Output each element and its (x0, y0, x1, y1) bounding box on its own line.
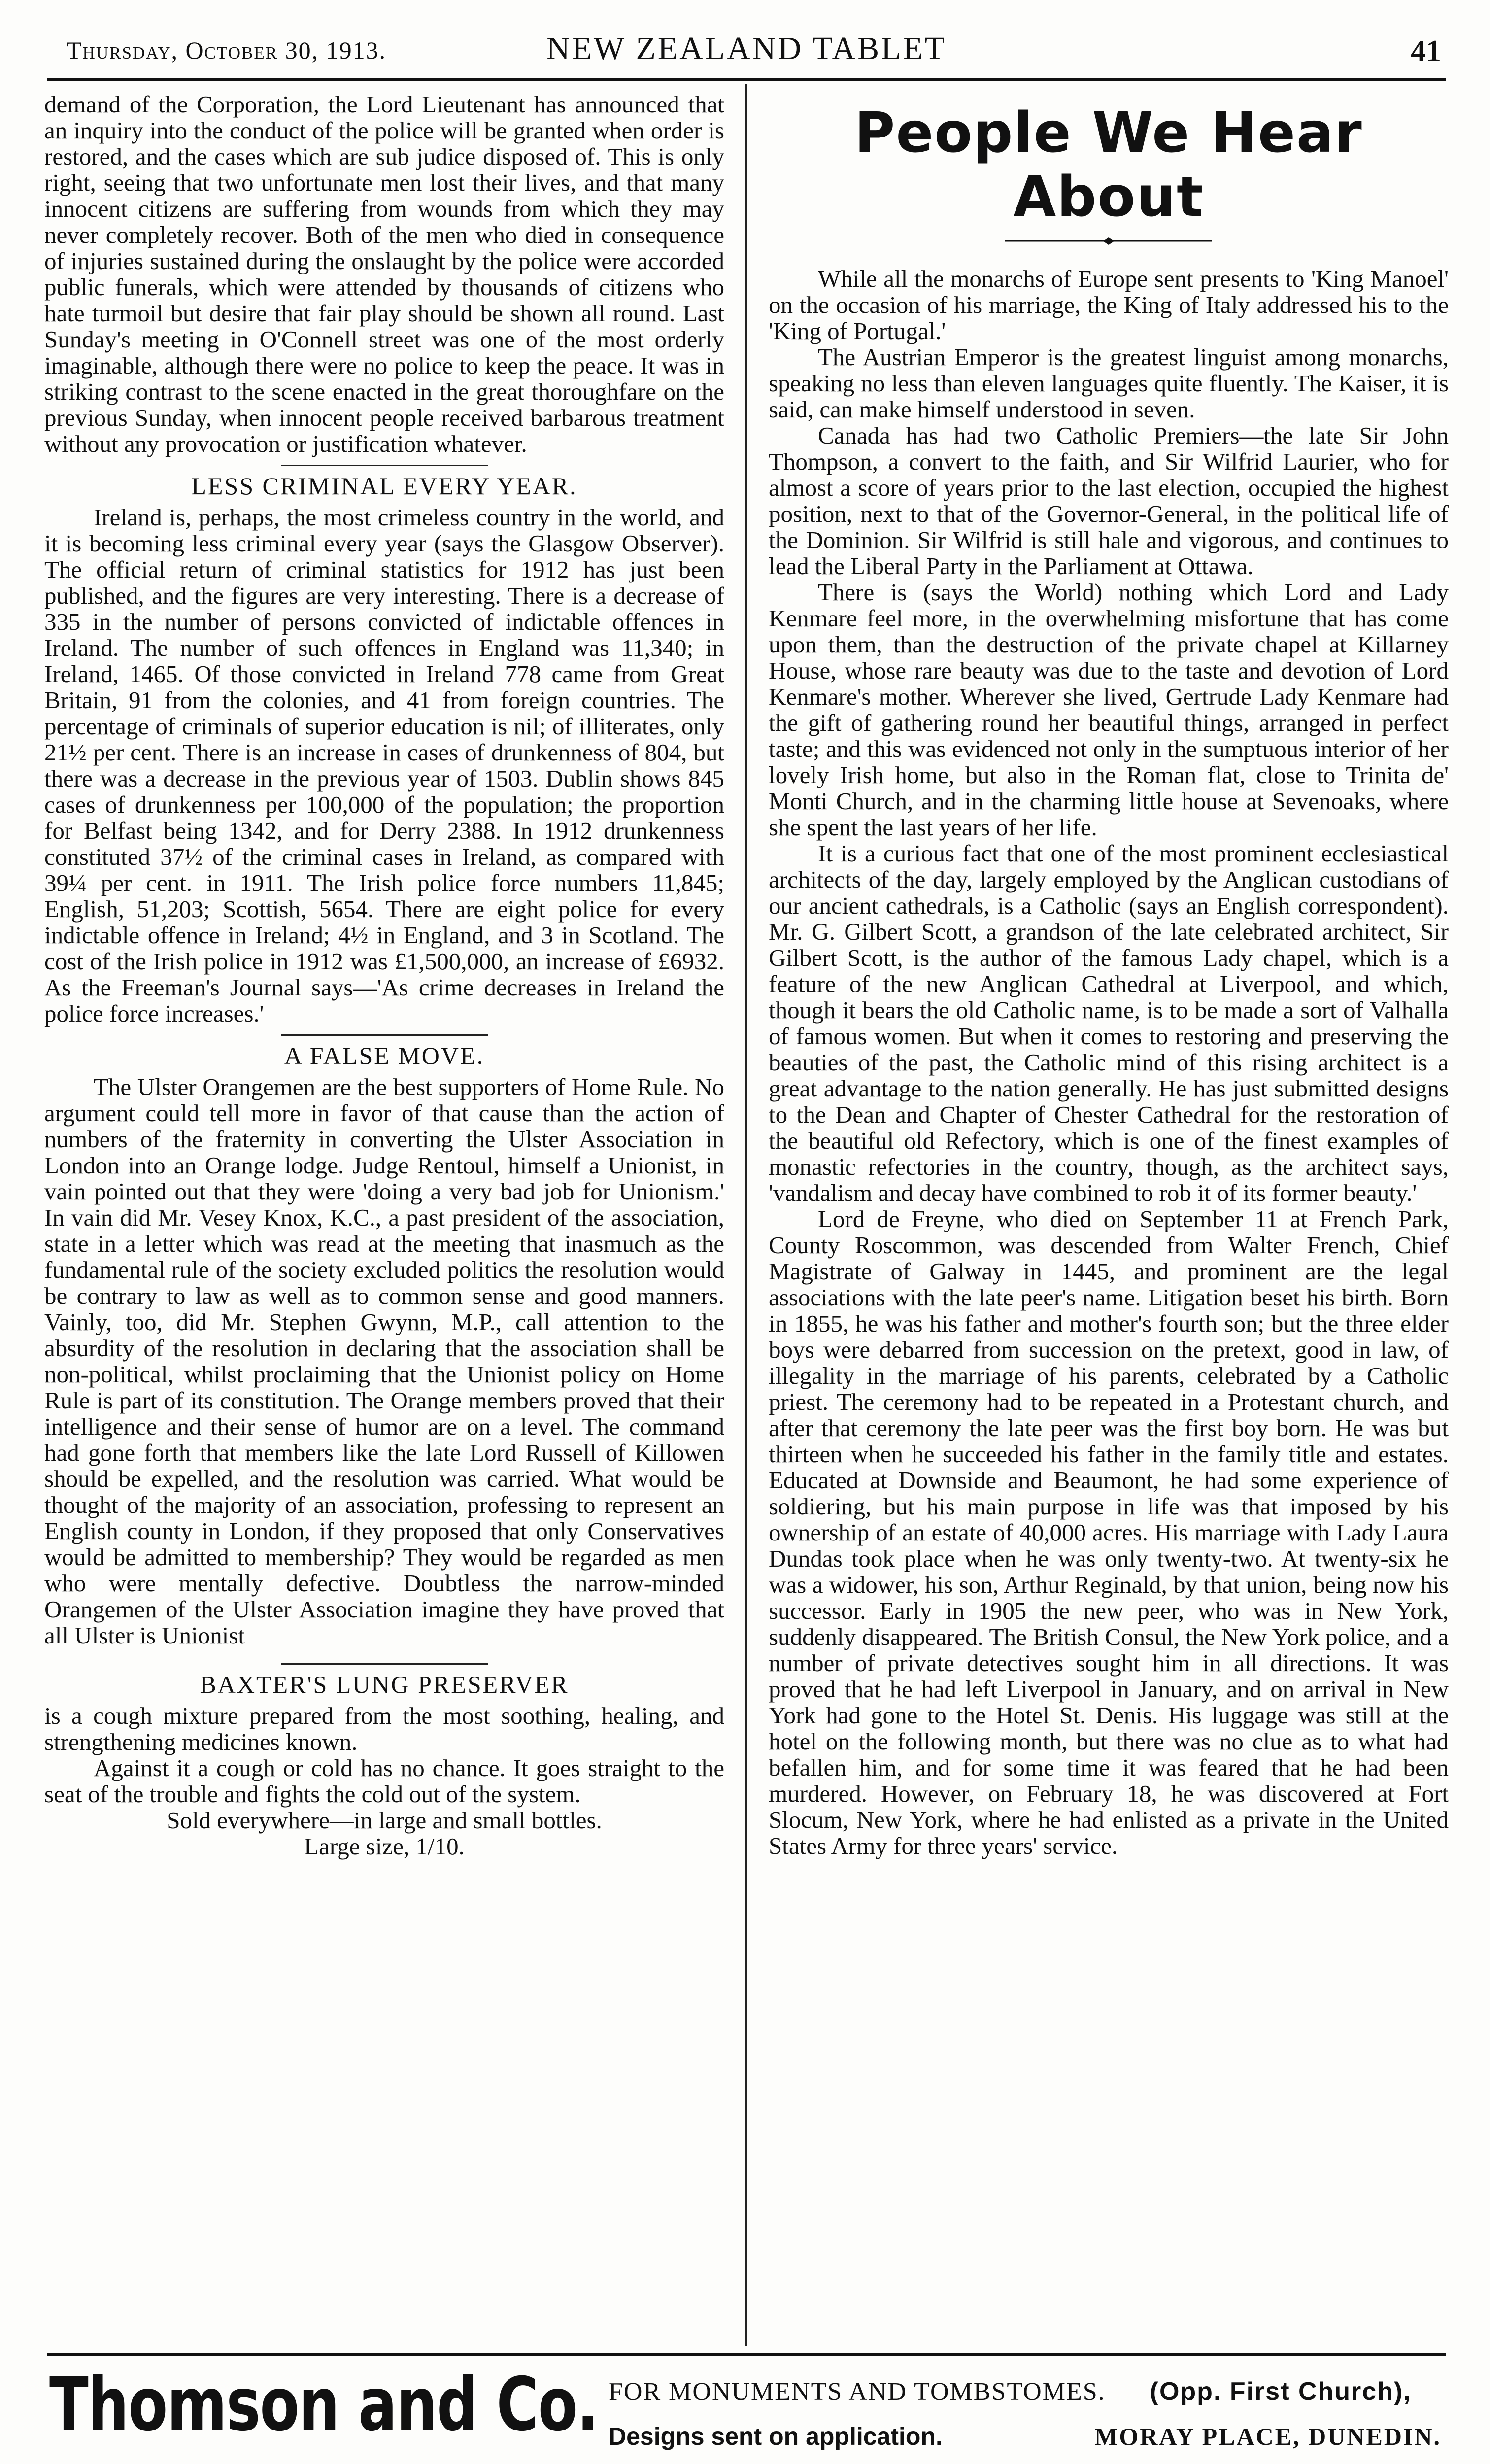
people-paragraph-5: It is a curious fact that one of the most prominent ecclesiastical architects of the day, largely employed by the Anglican custodians of our ancient cathedrals, is a Catholic (says an English correspondent). Mr. G. Gilbert Scott, a grandson of the late celebrated architect, Sir Gilbert Scott, is the author of the famous Lady chapel, which is a feature of the new Anglican Cathedral at Liverpool, and which, though it bears the old Catholic name, is to be made a sort of Valhalla of famous women. But when it comes to restoring and preserving the beauties of the past, the Catholic mind of this rising architect is a great advantage to the nation generally. He has just submitted designs to the Dean and Chapter of Chester Cathedral for the restoration of the beautiful old Refectory, which is one of the finest examples of monastic refectories in the country, though, as the architect says, 'vandalism and decay have combined to rob it of its former beauty.' (769, 840, 1449, 1206)
crime-paragraph: Ireland is, perhaps, the most crimeless country in the world, and it is becoming less criminal every year (says the Glasgow Observer). The official return of criminal statistics for 1912 has just been published, and the figures are very interesting. There is a decrease of 335 in the number of persons convicted of indictable offences in Ireland. The number of such offences in England was 11,340; in Ireland, 1465. Of those convicted in Ireland 778 came from Great Britain, 91 from the colonies, and 41 from foreign countries. The percentage of criminals of superior education is nil; of illiterates, only 21½ per cent. There is an increase in cases of drunkenness of 804, but there was a decrease in the previous year of 1503. Dublin shows 845 cases of drunkenness per 100,000 of the population; the proportion for Belfast being 1342, and for Derry 2388. In 1912 drunkenness constituted 37½ of the criminal cases in Ireland, as compared with 39¼ per cent. in 1911. The Irish police force numbers 11,845; English, 51,203; Scottish, 5654. There are eight police for every indictable offence in Ireland; 4½ in England, and 3 in Scotland. The cost of the Irish police in 1912 was £1,500,000, an increase of £6932. As the Freeman's Journal says—'As crime decreases in Ireland the police force increases.' (44, 504, 724, 1027)
section-heading-crime (44, 465, 724, 499)
footer-advert (47, 2358, 1446, 2464)
advert-line-1: is a cough mixture prepared from the most soothing, healing, and strengthening medicines known. (44, 1702, 724, 1755)
publication-title: NEW ZEALAND TABLET (546, 31, 947, 67)
masthead-rule (47, 78, 1446, 81)
section-heading-false-move-text: A FALSE MOVE. (284, 1042, 485, 1069)
intro-paragraph: demand of the Corporation, the Lord Lieutenant has announced that an inquiry into the conduct of the police will be granted when order is restored, and the cases which are sub judice disposed of. This is only right, seeing that two unfortunate men lost their lives, and that many innocent citizens are suffering from wounds from which they may never completely recover. Both of the men who died in consequence of injuries sustained during the onslaught by the police were accorded public funerals, which were attended by thousands of citizens who hate turmoil but desire that fair play should be shown all round. Last Sunday's meeting in O'Connell street was one of the most orderly imaginable, although there were no police to keep the peace. It was in striking contrast to the scene enacted in the great thoroughfare on the previous Sunday, when innocent people received barbarous treatment without any provocation or justification whatever. (44, 91, 724, 457)
advert-line-2: Against it a cough or cold has no chance. It goes straight to the seat of the trouble and fights the cold out of the system. (44, 1754, 724, 1808)
advert-line-4: Large size, 1/10. (304, 1833, 465, 1860)
footer-rule (47, 2353, 1446, 2356)
advert-heading-text: BAXTER'S LUNG PRESERVER (200, 1671, 569, 1698)
section-heading-false-move (44, 1034, 724, 1069)
section-rule (281, 1034, 488, 1036)
people-heading: People We Hear About (854, 101, 1363, 229)
false-move-paragraph: The Ulster Orangemen are the best supporters of Home Rule. No argument could tell more in favor of that cause than the action of numbers of the fraternity in converting the Ulster Association in London into an Orange lodge. Judge Rentoul, himself a Unionist, in vain pointed out that they were 'doing a very bad job for Unionism.' In vain did Mr. Vesey Knox, K.C., a past president of the association, state in a letter which was read at the meeting that inasmuch as the fundamental rule of the society excluded politics the resolution would be contrary to law as well as to common sense and good manners. Vainly, too, did Mr. Stephen Gwynn, M.P., call attention to the absurdity of the resolution in declaring that the association shall be non-political, whilst proclaiming that the Unionist policy on Home Rule is part of its constitution. The Orange members proved that their intelligence and their sense of humor are on a level. The command had gone forth that members like the late Lord Russell of Killowen should be expelled, and the resolution was carried. What would be thought of the majority of an association, professing to represent an English county in London, if they proposed that only Conservatives would be admitted to membership? They would be regarded as men who were mentally defective. Doubtless the narrow-minded Orangemen of the Ulster Association imagine they have proved that all Ulster is Unionist (44, 1073, 724, 1649)
people-paragraph-6: Lord de Freyne, who died on September 11 at French Park, County Roscommon, was descended from Walter French, Chief Magistrate of Galway in 1445, and prominent are the legal associations with the late peer's name. Litigation beset his birth. Born in 1855, he was his father and mother's fourth son; but the three elder boys were debarred from succession on the pretext, good in law, of illegality in the marriage of his parents, celebrated by a Catholic priest. The ceremony had to be repeated in a Protestant church, and after that ceremony the late peer was the first boy born. He was but thirteen when he succeeded his father in the family title and estates. Educated at Downside and Beaumont, he had some experience of soldiering, but his main purpose in life was that imposed by his ownership of an estate of 40,000 acres. His marriage with Lady Laura Dundas took place when he was only twenty-two. At twenty-six he was a widower, his son, Arthur Reginald, by that union, being now his successor. Early in 1905 the new peer, who was in New York, suddenly disappeared. The British Consul, the New York police, and a number of private detectives sought him in all directions. It was proved that he had left Liverpool in January, and on arrival in New York had gone to the Hotel St. Denis. His luggage was still at the hotel on the following month, but there was no clue as to what had befallen him, and for some time it was feared that he had been murdered. However, on February 18, he was discovered at Fort Slocum, New York, where he had enlisted as a private in the United States Army for three years' service. (769, 1205, 1449, 1859)
people-paragraph-4: There is (says the World) nothing which Lord and Lady Kenmare feel more, in the overwhelming misfortune that has come upon them, than the destruction of the private chapel at Killarney House, whose rare beauty was due to the taste and devotion of Lord Kenmare's mother. Wherever she lived, Gertrude Lady Kenmare had the gift of gathering round her beautiful things, arranged in perfect taste; and this was evidenced not only in the sumptuous interior of her lovely Irish home, but also in the Roman flat, close to Trinita de' Monti Church, and in the charming little house at Sevenoaks, where she spent the last years of her life. (769, 579, 1449, 841)
masthead (47, 27, 1446, 76)
people-paragraph-1: While all the monarchs of Europe sent presents to 'King Manoel' on the occasion of his marriage, the King of Italy addressed his to the 'King of Portugal.' (769, 265, 1449, 344)
column-divider (745, 84, 747, 2346)
footer-line-2-left: Designs sent on application. (609, 2423, 943, 2450)
page-number: 41 (1411, 34, 1441, 68)
advert-heading (44, 1663, 724, 1698)
footer-line-1-left: FOR MONUMENTS AND TOMBSTOMES. (609, 2378, 1106, 2406)
footer-line-1 (609, 2377, 1412, 2406)
section-heading-crime-text: LESS CRIMINAL EVERY YEAR. (191, 472, 577, 500)
people-paragraph-2: The Austrian Emperor is the greatest linguist among monarchs, speaking no less than eleven languages quite fluently. The Kaiser, it is said, can make himself understood in seven. (769, 343, 1449, 423)
footer-line-2-right: MORAY PLACE, DUNEDIN. (1094, 2423, 1441, 2450)
people-paragraph-3: Canada has had two Catholic Premiers—the late Sir John Thompson, a convert to the faith, and Sir Wilfrid Laurier, who for almost a score of years prior to the last election, occupied the highest position, next to that of the Governor-General, in the political life of the Dominion. Sir Wilfrid is still hale and vigorous, and continues to lead the Liberal Party in the Parliament at Ottawa. (769, 422, 1449, 580)
left-column (44, 91, 724, 1859)
footer-brand: Thomson and Co. (49, 2362, 598, 2448)
footer-line-2 (609, 2422, 1441, 2451)
right-column (769, 91, 1449, 1859)
ornament-rule-icon (1005, 236, 1212, 246)
section-rule (281, 465, 488, 466)
advert-line-3: Sold everywhere—in large and small bottles. (167, 1807, 602, 1834)
section-rule (281, 1663, 488, 1665)
baxter-advert (44, 1663, 724, 1859)
issue-date: Thursday, October 30, 1913. (67, 36, 387, 64)
footer-line-1-right: (Opp. First Church), (1150, 2377, 1412, 2406)
